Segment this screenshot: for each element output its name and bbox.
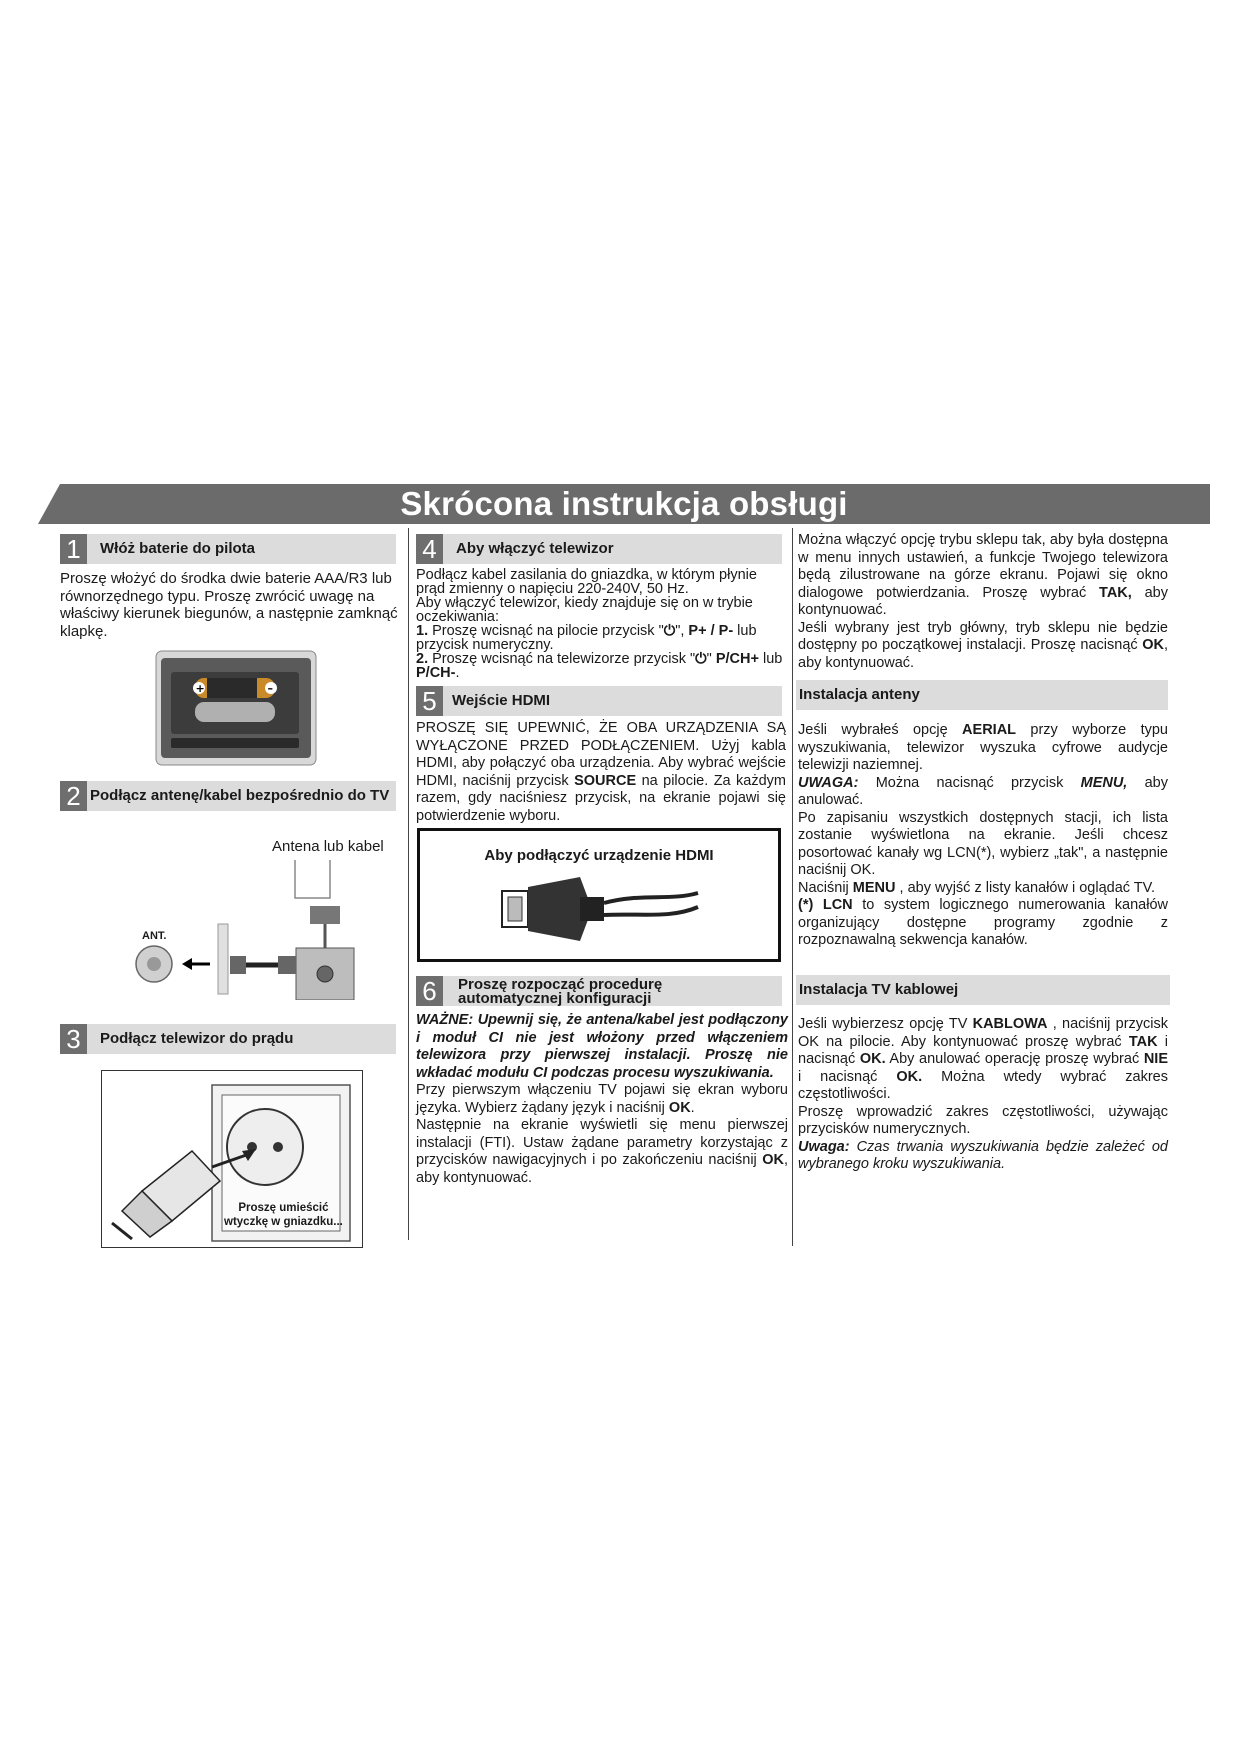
battery-illustration <box>155 650 317 766</box>
battery-instructions: Proszę włożyć do środka dwie baterie AAA/R3 lub równorzędnego typu. Proszę zwrócić uwagę na właściwy kierunek biegunów, a następnie zamknąć klapkę. <box>60 570 398 640</box>
svg-text:–: – <box>267 682 273 695</box>
power-on-instructions: Podłącz kabel zasilania do gniazdka, w którym płynie prąd zmienny o napięciu 220-240V, 50 Hz. Aby włączyć telewizor, kiedy znajduje się on w trybie oczekiwania: 1. Proszę wcisnąć na pilocie przycisk "⏻", P+ / P- lub przycisk numeryczny. 2. Proszę wcisnąć na telewizorze przycisk "⏻" P/CH+ lub P/CH-. <box>416 568 786 680</box>
antenna-install-text: Jeśli wybrałeś opcję AERIAL przy wyborze typu wyszukiwania, telewizor wyszuka cyfrowe audycje telewizji naziemnej. UWAGA: Można nacisnąć przycisk MENU, aby anulować. Po zapisaniu wszystkich dostępnych stacji, ich lista zostanie wyświetlona na ekranie. Jeśli chcesz posortować kanały wg LCN(*), wybierz „tak", a następnie naciśnij OK. Naciśnij MENU , aby wyjść z listy kanałów i oglądać TV. (*) LCN to system logicznego numerowania kanałów organizujący dostępne programy zgodnie z rozpoznawalną sekwencja kanałów. <box>798 722 1168 948</box>
svg-text:+: + <box>195 682 205 695</box>
title-banner <box>38 484 1210 524</box>
section-number: 5 <box>416 686 443 716</box>
antenna-label: Antena lub kabel <box>272 838 384 855</box>
section-number: 2 <box>60 781 87 811</box>
power-icon: ⏻ <box>663 623 676 639</box>
hdmi-instructions: PROSZĘ SIĘ UPEWNIĆ, ŻE OBA URZĄDZENIA SĄ WYŁĄCZONE PRZED PODŁĄCZENIEM. Użyj kabla HDMI, aby połączyć oba urządzenia. Aby wybrać wejście HDMI, naciśnij przycisk SOURCE na pilocie. Za każdym razem, gdy naciśniesz przycisk, na ekranie pojawi się potwierdzenie wyboru. <box>416 720 786 824</box>
section-label: Wejście HDMI <box>452 692 551 709</box>
cable-install-header: Instalacja TV kablowej <box>796 975 1170 1005</box>
section-header-5 <box>416 686 782 716</box>
section-number: 4 <box>416 534 443 564</box>
setup-warning: WAŻNE: Upewnij się, że antena/kabel jest podłączony i moduł CI nie jest włożony przed włączeniem telewizora przy pierwszej instalacji. Proszę nie wkładać modułu CI podczas procesu wyszukiwania. <box>416 1012 788 1081</box>
column-divider-1 <box>408 528 409 1240</box>
section-label: Proszę rozpocząć procedurę automatycznej konfiguracji <box>458 976 663 1007</box>
store-mode-text: Można włączyć opcję trybu sklepu tak, aby była dostępna w menu innych ustawień, a funkcje Twojego telewizora będą zilustrowane na górze ekranu. Pojawi się okno dialogowe potwierdzania. Proszę wybrać TAK, aby kontynuować. Jeśli wybrany jest tryb główny, tryb sklepu nie będzie dostępny po początkowej instalacji. Proszę nacisnąć OK, aby kontynuować. <box>798 532 1168 671</box>
section-label: Włóż baterie do pilota <box>100 540 256 557</box>
hdmi-figure <box>417 828 781 962</box>
section-label: Aby włączyć telewizor <box>456 540 614 557</box>
setup-instructions: WAŻNE: Upewnij się, że antena/kabel jest podłączony i moduł CI nie jest włożony przed włączeniem telewizora przy pierwszej instalacji. Proszę nie wkładać modułu CI podczas procesu wyszukiwania. Przy pierwszym włączeniu TV pojawi się ekran wyboru języka. Wybierz żądany język i naciśnij OK. Następnie na ekranie wyświetli się menu pierwszej instalacji (FTI). Ustaw żądane parametry korzystając z przycisków nawigacyjnych i po zakończeniu naciśnij OK, aby kontynuować. <box>416 1012 788 1186</box>
column-divider-2 <box>792 528 793 1246</box>
ant-label: ANT. <box>142 930 167 942</box>
section-header-6 <box>416 976 782 1006</box>
section-number: 1 <box>60 534 87 564</box>
section-header-4 <box>416 534 782 564</box>
section-number: 3 <box>60 1024 87 1054</box>
section-header-1 <box>60 534 396 564</box>
hdmi-figure-title: Aby podłączyć urządzenie HDMI <box>484 847 714 864</box>
power-step-1: 1. Proszę wcisnąć na pilocie przycisk "⏻", P+ / P- lub przycisk numeryczny. <box>416 623 757 653</box>
power-icon: ⏻ <box>695 651 707 667</box>
section-label: Podłącz telewizor do prądu <box>100 1030 294 1047</box>
section-number: 6 <box>416 976 443 1006</box>
section-label: Podłącz antenę/kabel bezpośrednio do TV <box>90 787 390 804</box>
power-step-2: 2. Proszę wcisnąć na telewizorze przycisk "⏻" P/CH+ lub P/CH-. <box>416 651 783 681</box>
section-header-3 <box>60 1024 396 1054</box>
antenna-connection-illustration <box>130 860 370 1000</box>
hdmi-cable-icon <box>500 873 700 945</box>
section-header-2 <box>60 781 396 811</box>
page-title: Skrócona instrukcja obsługi <box>400 485 848 522</box>
antenna-install-header: Instalacja anteny <box>796 680 1168 710</box>
plug-caption: Proszę umieścić wtyczkę w gniazdku... <box>224 1202 343 1228</box>
cable-install-text: Jeśli wybierzesz opcję TV KABLOWA , naciśnij przycisk OK na pilocie. Aby kontynuować proszę wybrać TAK i nacisnąć OK. Aby anulować operację proszę wybrać NIE i nacisnąć OK. Można wtedy wybrać zakres częstotliwości. Proszę wprowadzić zakres częstotliwości, używając przycisków numerycznych. Uwaga: Czas trwania wyszukiwania będzie zależeć od wybranego kroku wyszukiwania. <box>798 1016 1169 1172</box>
power-plug-illustration <box>101 1070 363 1248</box>
